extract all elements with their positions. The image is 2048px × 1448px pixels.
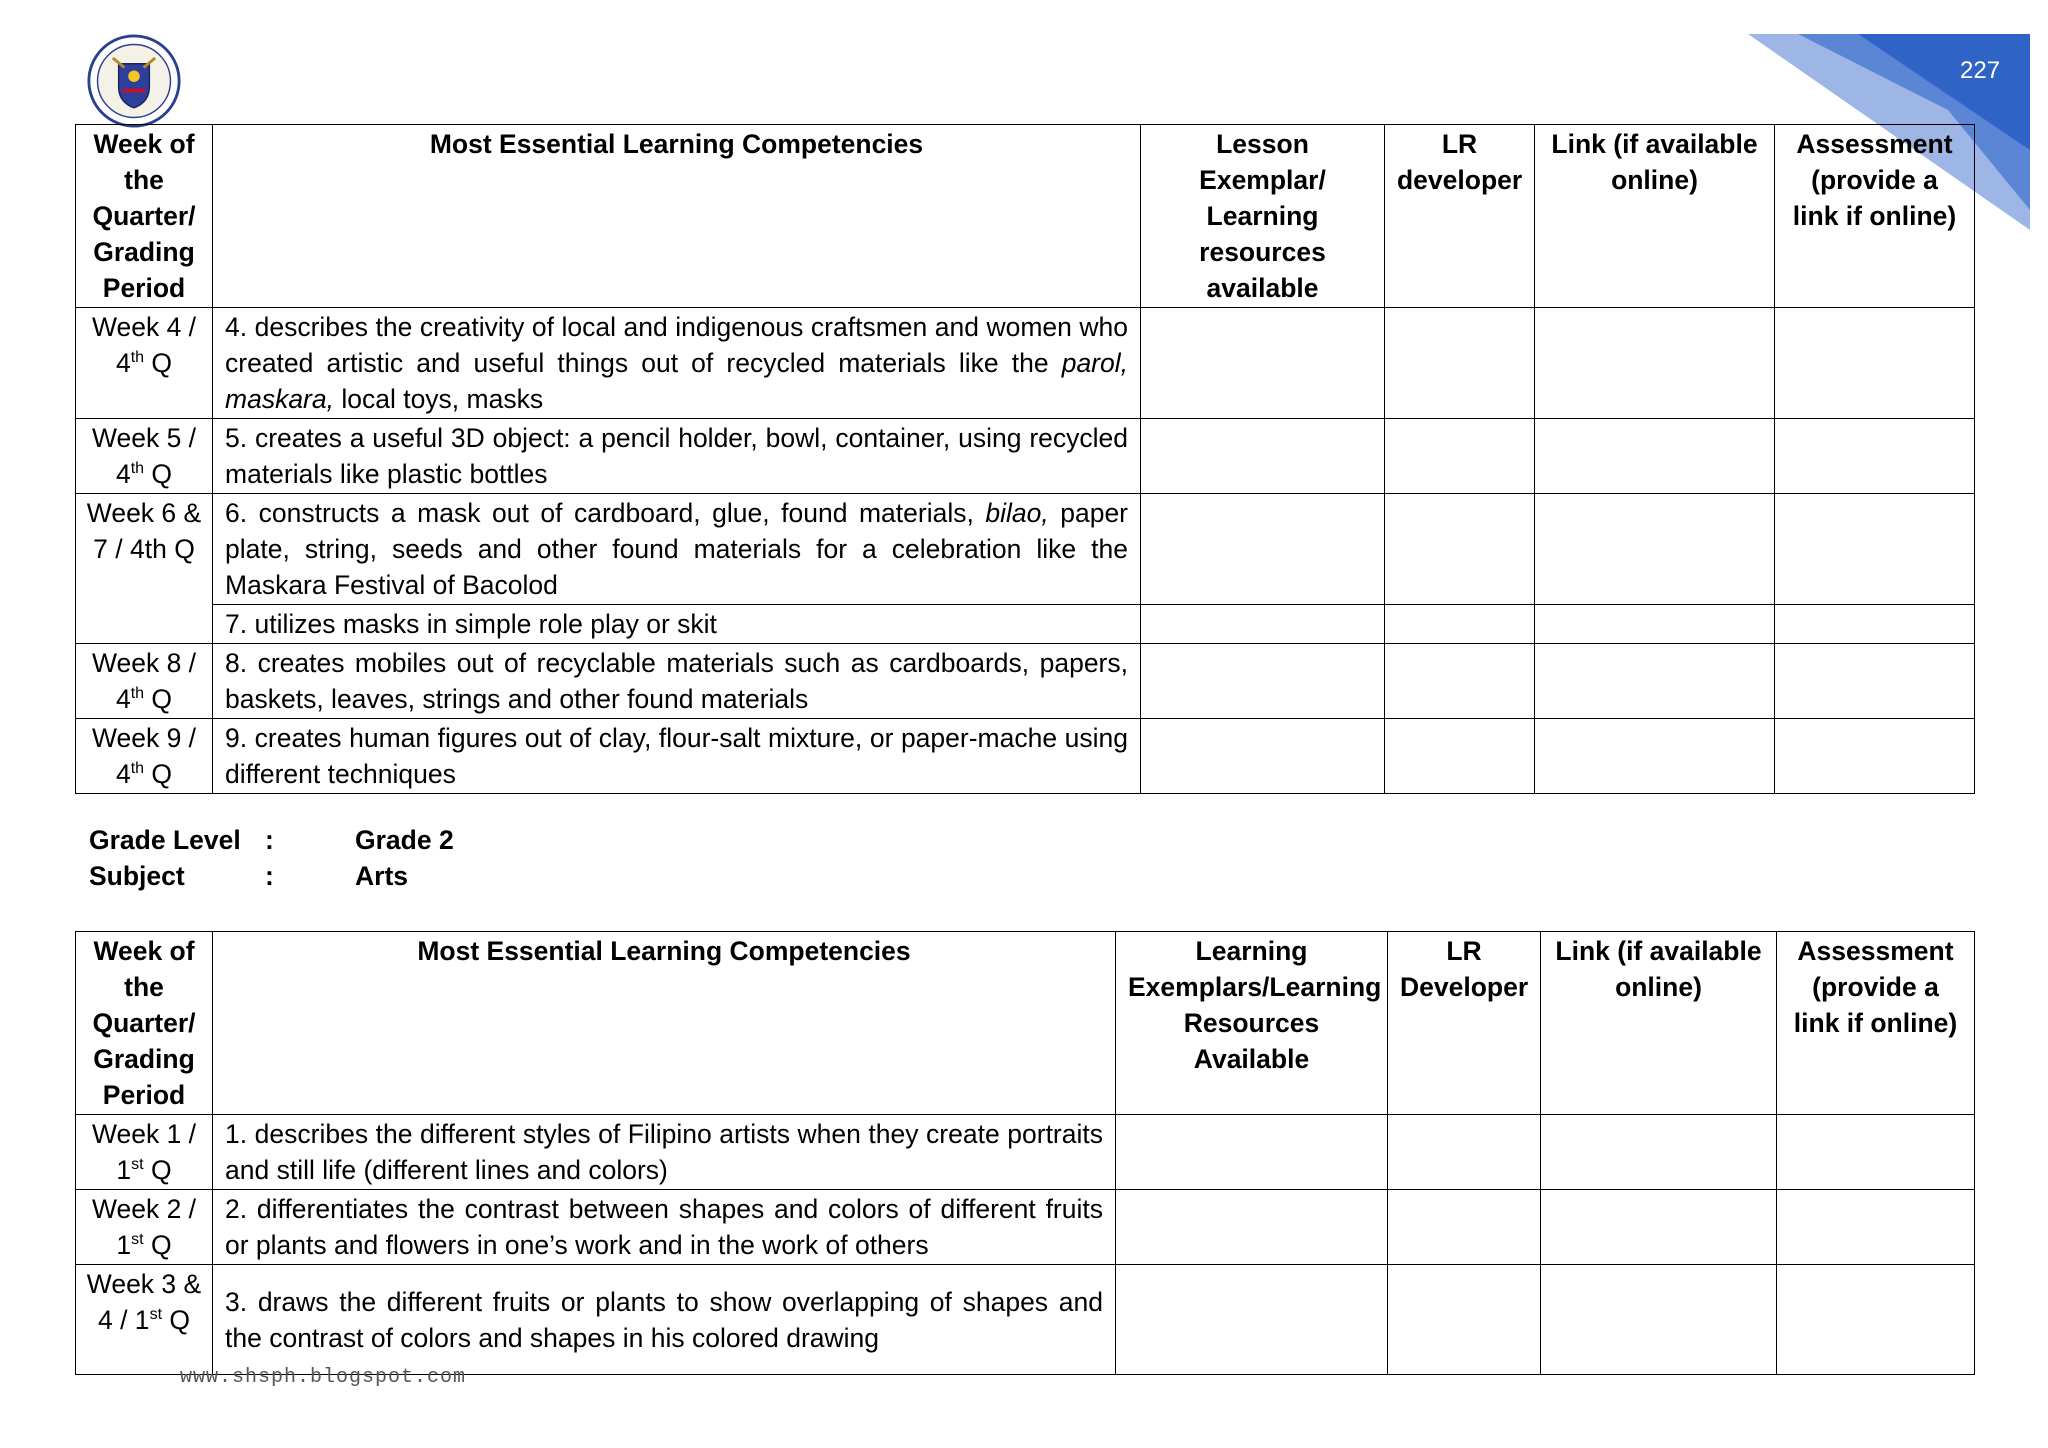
header-assessment: Assessment (provide a link if online) [1777, 932, 1975, 1115]
competency-cell: 5. creates a useful 3D object: a pencil holder, bowl, container, using recycled materials like plastic bottles [213, 419, 1141, 494]
table-header-row [76, 932, 1975, 1115]
competency-cell: 7. utilizes masks in simple role play or skit [213, 605, 1141, 644]
table-row [76, 1265, 1975, 1375]
competency-table-1 [75, 124, 1975, 794]
week-cell: Week 5 / 4th Q [76, 419, 213, 494]
week-cell: Week 4 / 4th Q [76, 308, 213, 419]
competency-cell: 9. creates human figures out of clay, flour-salt mixture, or paper-mache using different techniques [213, 719, 1141, 794]
table-row [76, 419, 1975, 494]
competency-cell: 3. draws the different fruits or plants to show overlapping of shapes and the contrast of colors and shapes in his colored drawing [213, 1265, 1116, 1375]
subject-value: Arts [355, 861, 409, 891]
header-assessment: Assessment (provide a link if online) [1775, 125, 1975, 308]
competency-cell: 2. differentiates the contrast between shapes and colors of different fruits or plants and flowers in one’s work and in the work of others [213, 1190, 1116, 1265]
competency-table-2 [75, 931, 1975, 1375]
competency-cell: 1. describes the different styles of Filipino artists when they create portraits and still life (different lines and colors) [213, 1115, 1116, 1190]
table-row [76, 308, 1975, 419]
subject-colon: : [265, 861, 274, 891]
week-cell: Week 9 / 4th Q [76, 719, 213, 794]
page-number: 227 [1960, 57, 2001, 84]
week-cell: Week 2 / 1st Q [76, 1190, 213, 1265]
competency-cell: 8. creates mobiles out of recyclable materials such as cardboards, papers, baskets, leaves, strings and other found materials [213, 644, 1141, 719]
grade-level-colon: : [265, 825, 274, 855]
header-link: Link (if available online) [1541, 932, 1777, 1115]
header-week: Week of the Quarter/ Grading Period [76, 932, 213, 1115]
competency-cell: 6. constructs a mask out of cardboard, glue, found materials, bilao, paper plate, string, seeds and other found materials for a celebration like the Maskara Festival of Bacolod [213, 494, 1141, 605]
deped-seal-icon [86, 33, 182, 129]
table-row [76, 719, 1975, 794]
subject-label: Subject [89, 861, 185, 891]
header-lr: LR Developer [1388, 932, 1541, 1115]
subject-row [89, 858, 454, 894]
grade-level-value: Grade 2 [355, 825, 454, 855]
table-row [76, 644, 1975, 719]
week-cell: Week 8 / 4th Q [76, 644, 213, 719]
table-header-row [76, 125, 1975, 308]
footer-url: www.shsph.blogspot.com [180, 1366, 467, 1389]
grade-subject-block [89, 822, 454, 894]
week-cell: Week 3 & 4 / 1st Q [76, 1265, 213, 1375]
header-week: Week of the Quarter/ Grading Period [76, 125, 213, 308]
grade-level-row [89, 822, 454, 858]
header-competency: Most Essential Learning Competencies [213, 125, 1141, 308]
table-row [76, 605, 1975, 644]
header-competency: Most Essential Learning Competencies [213, 932, 1116, 1115]
week-cell: Week 1 / 1st Q [76, 1115, 213, 1190]
header-lesson: Lesson Exemplar/ Learning resources available [1141, 125, 1385, 308]
table-row [76, 1190, 1975, 1265]
grade-level-label: Grade Level [89, 825, 241, 855]
table-row [76, 1115, 1975, 1190]
week-cell: Week 6 & 7 / 4th Q [76, 494, 213, 644]
header-link: Link (if available online) [1535, 125, 1775, 308]
table-row [76, 494, 1975, 605]
competency-cell: 4. describes the creativity of local and indigenous craftsmen and women who created artistic and useful things out of recycled materials like the parol, maskara, local toys, masks [213, 308, 1141, 419]
header-lesson: Learning Exemplars/Learning Resources Available [1116, 932, 1388, 1115]
header-lr: LR developer [1385, 125, 1535, 308]
